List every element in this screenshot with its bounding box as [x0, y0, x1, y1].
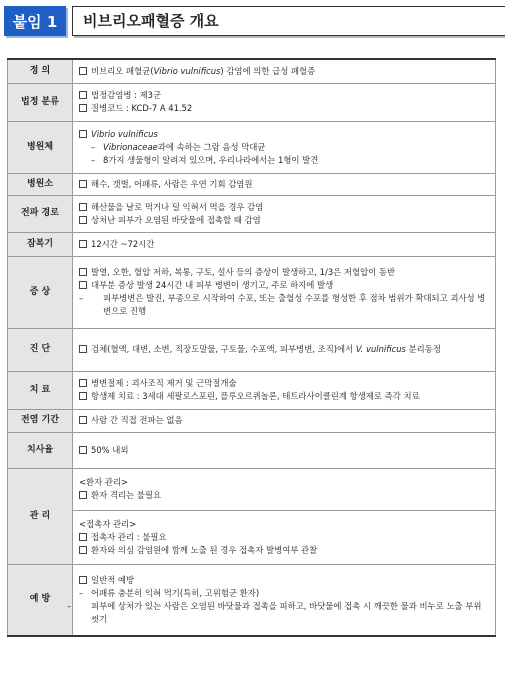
row-reservoir	[8, 173, 496, 195]
label-treatment: 치 료	[8, 371, 73, 409]
content-contagion: 사람 간 직접 전파는 없음	[73, 409, 496, 432]
bullet-square-icon	[79, 268, 87, 276]
appendix-badge: 붙임 1	[4, 6, 66, 36]
content-reservoir: 해수, 갯벌, 어패류, 사람은 우연 기회 감염원	[73, 173, 496, 195]
bullet-square-icon	[79, 180, 87, 188]
bullet-square-icon	[79, 533, 87, 541]
bullet-square-icon	[79, 446, 87, 454]
label-contagion: 전염 기간	[8, 409, 73, 432]
content-pathogen: Vibrio vulnificus – Vibrionaceae과에 속하는 그람 음성 막대균 – 8가지 생물형이 알려져 있으며, 우리나라에서는 1형이 발견	[73, 121, 496, 173]
content-definition: 비브리오 패혈균(Vibrio vulnificus) 감염에 의한 급성 패혈증	[73, 59, 496, 83]
row-definition	[8, 59, 496, 83]
content-management-contact: <접촉자 관리> 접촉자 관리 : 불필요 환자와 의심 감염원에 함께 노출 된 경우 접촉자 발병여부 관찰	[73, 510, 496, 564]
bullet-square-icon	[79, 216, 87, 224]
label-reservoir: 병원소	[8, 173, 73, 195]
content-management-patient: <환자 관리> 환자 격리는 불필요	[73, 468, 496, 510]
row-incubation	[8, 232, 496, 256]
row-contagion	[8, 409, 496, 432]
row-management-contact	[8, 510, 496, 564]
document-title: 비브리오패혈증 개요	[72, 6, 505, 36]
content-legal: 법정감염병 : 제3군 질병코드 : KCD-7 A 41.52	[73, 83, 496, 121]
document-header	[4, 6, 501, 36]
label-fatality: 치사율	[8, 432, 73, 468]
content-incubation: 12시간 ~72시간	[73, 232, 496, 256]
label-definition: 정 의	[8, 59, 73, 83]
content-diagnosis: 검체(혈액, 대변, 소변, 직장도말물, 구토물, 수포액, 피부병변, 조직)에서 V. vulnificus 분리동정	[73, 328, 496, 371]
content-transmission: 해산물을 날로 먹거나 덜 익혀서 먹을 경우 감염 상처난 피부가 오염된 바닷물에 접촉할 때 감염	[73, 195, 496, 232]
content-symptoms: 발열, 오한, 혈압 저하, 복통, 구토, 설사 등의 증상이 발생하고, 1/3은 저혈압이 동반 대부분 증상 발생 24시간 내 피부 병변이 생기고, 주로 하지에 발생 – 피부병변은 발진, 부종으로 시작하여 수포, 또는 출혈성 수포를 형성한 후 점차 범위가 확대되고 괴사성 병변으로 진행	[73, 256, 496, 328]
bullet-square-icon	[79, 130, 87, 138]
bullet-square-icon	[79, 203, 87, 211]
overview-table-wrapper	[7, 58, 496, 637]
row-transmission	[8, 195, 496, 232]
label-symptoms: 증 상	[8, 256, 73, 328]
label-prevention: 예 방	[8, 564, 73, 636]
overview-table	[7, 58, 496, 637]
bullet-square-icon	[79, 281, 87, 289]
label-incubation: 잠복기	[8, 232, 73, 256]
bullet-square-icon	[79, 576, 87, 584]
content-prevention: 일반적 예방 – 어패류 충분히 익혀 먹기(특히, 고위험군 환자) – 피부에 상처가 있는 사람은 오염된 바닷물과 접촉을 피하고, 바닷물에 접촉 시 깨끗한 물과 비누로 노출 부위 씻기	[73, 564, 496, 636]
row-fatality	[8, 432, 496, 468]
label-management: 관 리	[8, 468, 73, 564]
bullet-square-icon	[79, 379, 87, 387]
row-management-patient	[8, 468, 496, 510]
bullet-square-icon	[79, 67, 87, 75]
row-prevention	[8, 564, 496, 636]
row-diagnosis	[8, 328, 496, 371]
row-legal	[8, 83, 496, 121]
bullet-square-icon	[79, 104, 87, 112]
bullet-square-icon	[79, 345, 87, 353]
label-transmission: 전파 경로	[8, 195, 73, 232]
row-symptoms	[8, 256, 496, 328]
bullet-square-icon	[79, 491, 87, 499]
content-treatment: 병변절제 : 괴사조직 제거 및 근막절개술 항생제 치료 : 3세대 세팔로스포린, 플루오르퀴놀론, 테트라사이클린계 항생제로 즉각 치료	[73, 371, 496, 409]
bullet-square-icon	[79, 392, 87, 400]
bullet-square-icon	[79, 416, 87, 424]
label-diagnosis: 진 단	[8, 328, 73, 371]
bullet-square-icon	[79, 91, 87, 99]
row-treatment	[8, 371, 496, 409]
bullet-square-icon	[79, 240, 87, 248]
row-pathogen	[8, 121, 496, 173]
content-fatality: 50% 내외	[73, 432, 496, 468]
bullet-square-icon	[79, 546, 87, 554]
label-legal: 법정 분류	[8, 83, 73, 121]
label-pathogen: 병원체	[8, 121, 73, 173]
